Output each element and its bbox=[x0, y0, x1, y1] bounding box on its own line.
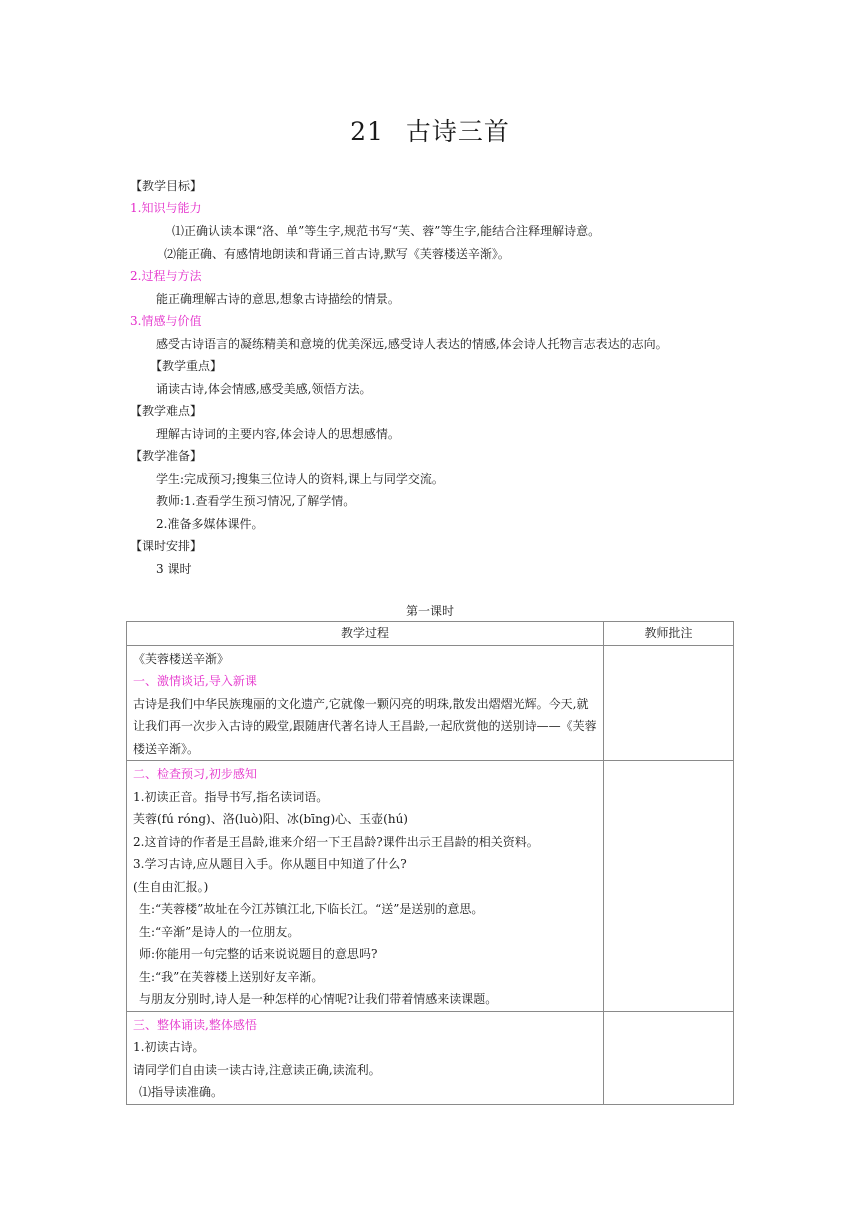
section-text: 【教学难点】 bbox=[130, 404, 203, 418]
section-text: 【教学重点】 bbox=[150, 359, 223, 373]
step-text: 1.初读正音。指导书写,指名读词语。 bbox=[133, 789, 329, 804]
section-text: 诵读古诗,体会情感,感受美感,领悟方法。 bbox=[156, 382, 372, 396]
step-text: 与朋友分别时,诗人是一种怎样的心情呢?让我们带着情感来读课题。 bbox=[139, 992, 498, 1006]
step-text: 请同学们自由读一读古诗,注意读正确,读流利。 bbox=[133, 1062, 381, 1077]
section-text: ⑴正确认读本课“洛、单”等生字,规范书写“芙、蓉”等生字,能结合注释理解诗意。 bbox=[172, 224, 601, 238]
table-row bbox=[127, 645, 734, 761]
step-text: ⑴指导读准确。 bbox=[139, 1085, 224, 1099]
process-cell bbox=[127, 761, 604, 1012]
section-text: 【教学目标】 bbox=[130, 179, 203, 193]
section-text: 理解古诗词的主要内容,体会诗人的思想感情。 bbox=[156, 427, 400, 441]
teacher-notes-cell bbox=[604, 1011, 734, 1104]
section-text: 教师:1.查看学生预习情况,了解学情。 bbox=[156, 494, 356, 508]
step-heading: 一、激情谈话,导入新课 bbox=[133, 674, 257, 688]
step-text: 师:你能用一句完整的话来说说题目的意思吗? bbox=[139, 947, 378, 961]
step-text: 芙蓉(fú róng)、洛(luò)阳、冰(bīng)心、玉壶(hú) bbox=[133, 812, 408, 826]
step-text: 古诗是我们中华民族瑰丽的文化遗产,它就像一颗闪亮的明珠,散发出熠熠光辉。今天,就让我们再一次步入古诗的殿堂,跟随唐代著名诗人王昌龄,一起欣赏他的送别诗——《芙蓉楼送辛渐》。 bbox=[133, 696, 597, 756]
section-text: 3 课时 bbox=[156, 562, 192, 576]
table-row bbox=[127, 761, 734, 1012]
step-heading: 三、整体诵读,整体感悟 bbox=[133, 1017, 257, 1032]
lesson-number: 21 bbox=[350, 117, 384, 146]
lesson-title: 古诗三首 bbox=[405, 117, 510, 146]
section-text: 感受古诗语言的凝练精美和意境的优美深远,感受诗人表达的情感,体会诗人托物言志表达的志向。 bbox=[156, 337, 668, 351]
lesson-process-table bbox=[126, 621, 734, 1105]
step-heading: 二、检查预习,初步感知 bbox=[133, 767, 257, 781]
section-heading: 3.情感与价值 bbox=[130, 314, 202, 328]
section-text: 【课时安排】 bbox=[130, 539, 203, 553]
step-text: 1.初读古诗。 bbox=[133, 1040, 205, 1054]
section-text: 能正确理解古诗的意思,想象古诗描绘的情景。 bbox=[156, 292, 400, 306]
process-cell bbox=[127, 645, 604, 761]
section-text: 2.准备多媒体课件。 bbox=[156, 517, 264, 531]
step-text: 3.学习古诗,应从题目入手。你从题目中知道了什么? bbox=[133, 857, 407, 871]
step-text: (生自由汇报。) bbox=[133, 879, 209, 894]
table-header-row bbox=[127, 622, 734, 646]
section-text: 【教学准备】 bbox=[130, 449, 203, 463]
section-text: 学生:完成预习;搜集三位诗人的资料,课上与同学交流。 bbox=[156, 472, 444, 486]
step-text: 生:“辛渐”是诗人的一位朋友。 bbox=[139, 924, 300, 939]
section-heading: 1.知识与能力 bbox=[130, 201, 202, 215]
teacher-notes-cell bbox=[604, 645, 734, 761]
table-row bbox=[127, 1011, 734, 1104]
step-text: 生:“芙蓉楼”故址在今江苏镇江北,下临长江。“送”是送别的意思。 bbox=[139, 902, 484, 916]
step-text: 《芙蓉楼送辛渐》 bbox=[133, 651, 230, 666]
step-text: 2.这首诗的作者是王昌龄,谁来介绍一下王昌龄?课件出示王昌龄的相关资料。 bbox=[133, 834, 539, 849]
page-title bbox=[0, 112, 860, 148]
process-cell bbox=[127, 1011, 604, 1104]
session-title: 第一课时 bbox=[405, 604, 454, 618]
section-text: ⑵能正确、有感情地朗读和背诵三首古诗,默写《芙蓉楼送辛渐》。 bbox=[164, 247, 510, 261]
notes-column-header: 教师批注 bbox=[604, 622, 734, 646]
process-column-header: 教学过程 bbox=[127, 622, 604, 646]
section-heading: 2.过程与方法 bbox=[130, 269, 202, 283]
step-text: 生:“我”在芙蓉楼上送别好友辛渐。 bbox=[139, 969, 324, 984]
teacher-notes-cell bbox=[604, 761, 734, 1012]
